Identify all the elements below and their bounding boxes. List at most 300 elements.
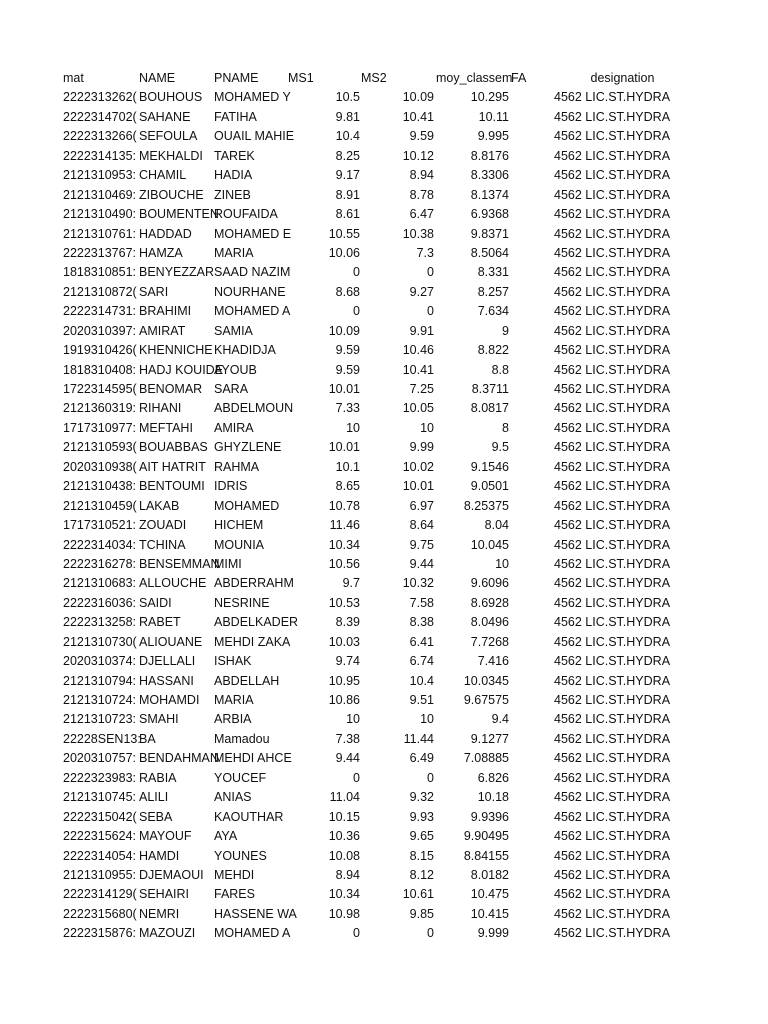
cell-moy-classement[interactable]: 9.999 bbox=[477, 926, 509, 941]
cell-name[interactable]: HAMDI bbox=[139, 848, 180, 863]
cell-name[interactable]: BOUABBAS bbox=[139, 440, 208, 455]
cell-ms2[interactable]: 8.78 bbox=[409, 187, 434, 202]
cell-pname[interactable]: MARIA bbox=[214, 245, 254, 260]
cell-mat[interactable]: 2222313767: bbox=[63, 245, 136, 260]
cell-moy-classement[interactable]: 8.5064 bbox=[470, 245, 509, 260]
cell-ms1[interactable]: 7.38 bbox=[335, 731, 360, 746]
cell-mat[interactable]: 2222315042( bbox=[63, 809, 137, 824]
cell-ms2[interactable]: 7.58 bbox=[409, 595, 434, 610]
cell-pname[interactable]: FATIHA bbox=[214, 109, 257, 124]
cell-mat[interactable]: 2222315876: bbox=[63, 926, 136, 941]
cell-pname[interactable]: SARA bbox=[214, 382, 249, 396]
cell-mat[interactable]: 2222314731: bbox=[63, 304, 136, 319]
cell-ms1[interactable]: 10.95 bbox=[328, 673, 360, 688]
cell-name[interactable]: DJEMAOUI bbox=[139, 867, 204, 882]
cell-name[interactable]: BENSEMMAN bbox=[139, 556, 220, 571]
cell-pname[interactable]: ZINEB bbox=[214, 187, 251, 202]
cell-ms2[interactable]: 9.27 bbox=[409, 284, 434, 299]
cell-mat[interactable]: 2222316036: bbox=[63, 595, 136, 610]
cell-fa-designation[interactable] bbox=[554, 905, 671, 924]
cell-ms2[interactable]: 10.41 bbox=[402, 362, 434, 377]
cell-moy-classement[interactable]: 8.84155 bbox=[463, 848, 509, 863]
cell-name[interactable]: MAZOUZI bbox=[139, 926, 196, 941]
cell-pname[interactable]: MOHAMED A bbox=[214, 304, 291, 319]
cell-pname[interactable]: MEHDI ZAKA bbox=[214, 634, 291, 649]
cell-ms2[interactable]: 9.75 bbox=[409, 537, 434, 552]
cell-mat[interactable]: 2222314129( bbox=[63, 887, 137, 902]
cell-ms1[interactable]: 10.06 bbox=[328, 245, 360, 260]
cell-mat[interactable]: 2121310955: bbox=[63, 867, 136, 882]
cell-ms2[interactable]: 6.41 bbox=[409, 634, 434, 649]
cell-ms2[interactable]: 10.01 bbox=[402, 479, 434, 494]
cell-moy-classement[interactable]: 8.331 bbox=[477, 265, 509, 280]
cell-fa-designation[interactable] bbox=[554, 885, 671, 904]
cell-fa-designation[interactable] bbox=[554, 691, 671, 710]
cell-mat[interactable]: 2121310490: bbox=[63, 207, 136, 222]
cell-name[interactable]: BOUHOUS bbox=[139, 90, 203, 105]
cell-fa-designation[interactable] bbox=[554, 749, 671, 768]
cell-moy-classement[interactable]: 8.25375 bbox=[463, 498, 509, 513]
cell-mat[interactable]: 2121310872( bbox=[63, 284, 137, 299]
cell-ms1[interactable]: 9.74 bbox=[335, 654, 360, 669]
cell-name[interactable]: BOUMENTEN bbox=[139, 207, 219, 222]
cell-moy-classement[interactable]: 10.18 bbox=[477, 790, 509, 805]
cell-mat[interactable]: 2121310459( bbox=[63, 498, 137, 513]
cell-fa-designation[interactable] bbox=[554, 147, 671, 166]
cell-mat[interactable]: 2121310953: bbox=[63, 168, 136, 183]
cell-name[interactable]: SAIDI bbox=[139, 595, 172, 610]
cell-name[interactable]: ALLOUCHE bbox=[139, 576, 207, 591]
cell-fa-designation[interactable] bbox=[554, 497, 671, 516]
cell-name[interactable]: DJELLALI bbox=[139, 654, 196, 669]
cell-name[interactable]: TCHINA bbox=[139, 537, 186, 552]
cell-pname[interactable]: AYA bbox=[214, 829, 238, 844]
cell-mat[interactable]: 2121310723: bbox=[63, 712, 136, 727]
cell-ms2[interactable]: 11.44 bbox=[403, 731, 434, 746]
cell-moy-classement[interactable]: 8.3711 bbox=[471, 382, 509, 396]
cell-fa-designation[interactable] bbox=[554, 166, 671, 185]
cell-name[interactable]: BENTOUMI bbox=[139, 479, 205, 494]
cell-moy-classement[interactable]: 9.1277 bbox=[470, 731, 509, 746]
cell-ms1[interactable]: 10 bbox=[346, 712, 360, 727]
cell-fa-designation[interactable] bbox=[554, 361, 671, 380]
cell-pname[interactable]: RAHMA bbox=[214, 459, 260, 474]
cell-mat[interactable]: 2222313266( bbox=[63, 129, 137, 144]
cell-mat[interactable]: 2121310469: bbox=[63, 187, 136, 202]
cell-ms2[interactable]: 6.49 bbox=[409, 751, 434, 766]
cell-moy-classement[interactable]: 7.416 bbox=[477, 654, 509, 669]
cell-mat[interactable]: 2020310374: bbox=[63, 654, 136, 669]
cell-moy-classement[interactable]: 8.04 bbox=[484, 518, 509, 533]
cell-fa-designation[interactable] bbox=[554, 730, 671, 749]
cell-mat[interactable]: 2121310761: bbox=[63, 226, 136, 241]
cell-pname[interactable]: ARBIA bbox=[214, 712, 252, 727]
cell-fa-designation[interactable] bbox=[554, 710, 671, 729]
cell-mat[interactable]: 1717310521: bbox=[63, 518, 136, 533]
cell-ms2[interactable]: 10 bbox=[420, 420, 434, 435]
cell-name[interactable]: BENDAHMAN bbox=[139, 751, 219, 766]
cell-fa-designation[interactable] bbox=[554, 108, 671, 127]
cell-pname[interactable]: SAMIA bbox=[214, 323, 253, 338]
cell-fa-designation[interactable] bbox=[554, 477, 671, 496]
cell-ms2[interactable]: 6.74 bbox=[409, 654, 434, 669]
cell-moy-classement[interactable]: 9.0501 bbox=[470, 479, 509, 494]
cell-pname[interactable]: ROUFAIDA bbox=[214, 207, 278, 222]
cell-ms2[interactable]: 10.61 bbox=[402, 887, 434, 902]
cell-ms2[interactable]: 10 bbox=[420, 712, 434, 727]
cell-pname[interactable]: ANIAS bbox=[214, 790, 252, 805]
cell-name[interactable]: SMAHI bbox=[139, 712, 179, 727]
cell-fa-designation[interactable] bbox=[554, 263, 671, 282]
cell-ms2[interactable]: 9.93 bbox=[409, 809, 434, 824]
cell-ms2[interactable]: 0 bbox=[427, 265, 434, 280]
cell-pname[interactable]: MIMI bbox=[214, 556, 242, 571]
cell-ms1[interactable]: 10.78 bbox=[328, 498, 360, 513]
cell-fa-designation[interactable] bbox=[554, 127, 671, 146]
header-designation[interactable]: designation bbox=[590, 71, 655, 85]
cell-ms2[interactable]: 9.32 bbox=[409, 790, 434, 805]
cell-mat[interactable]: 2222315680( bbox=[63, 906, 137, 921]
cell-fa-designation[interactable] bbox=[554, 633, 671, 652]
cell-mat[interactable]: 2121310794: bbox=[63, 673, 136, 688]
cell-ms2[interactable]: 10.32 bbox=[402, 576, 434, 591]
cell-ms2[interactable]: 10.02 bbox=[402, 459, 434, 474]
cell-mat[interactable]: 1722314595( bbox=[63, 382, 137, 396]
header-moy-classement[interactable]: moy_classem bbox=[436, 71, 513, 85]
cell-ms1[interactable]: 10.08 bbox=[328, 848, 360, 863]
cell-ms1[interactable]: 0 bbox=[353, 304, 360, 319]
cell-moy-classement[interactable]: 8.8 bbox=[491, 362, 509, 377]
cell-fa-designation[interactable] bbox=[554, 438, 671, 457]
cell-fa-designation[interactable] bbox=[554, 302, 671, 321]
cell-name[interactable]: HASSANI bbox=[139, 673, 194, 688]
cell-name[interactable]: MEKHALDI bbox=[139, 148, 203, 163]
cell-moy-classement[interactable]: 10 bbox=[495, 556, 509, 571]
cell-pname[interactable]: MOHAMED E bbox=[214, 226, 292, 241]
cell-ms1[interactable]: 0 bbox=[353, 926, 360, 941]
cell-moy-classement[interactable]: 8.1374 bbox=[470, 187, 509, 202]
cell-ms2[interactable]: 9.91 bbox=[409, 323, 434, 338]
cell-moy-classement[interactable]: 8.0817 bbox=[470, 401, 509, 416]
cell-mat[interactable]: 1818310851: bbox=[63, 265, 136, 280]
cell-ms1[interactable]: 10.5 bbox=[335, 90, 360, 105]
cell-ms2[interactable]: 8.15 bbox=[409, 848, 434, 863]
cell-mat[interactable]: 2222314135: bbox=[63, 148, 136, 163]
cell-fa-designation[interactable] bbox=[554, 205, 671, 224]
cell-fa-designation[interactable] bbox=[554, 88, 671, 107]
cell-moy-classement[interactable]: 7.634 bbox=[477, 304, 509, 319]
cell-pname[interactable]: OUAIL MAHIE bbox=[214, 129, 295, 144]
cell-pname[interactable]: HASSENE WA bbox=[214, 906, 297, 921]
cell-pname[interactable]: KAOUTHAR bbox=[214, 809, 284, 824]
cell-ms2[interactable]: 8.94 bbox=[409, 168, 434, 183]
header-fa[interactable]: FA bbox=[511, 71, 527, 85]
cell-fa-designation[interactable] bbox=[554, 652, 671, 671]
cell-name[interactable]: RABET bbox=[139, 615, 181, 630]
cell-name[interactable]: HAMZA bbox=[139, 245, 183, 260]
cell-pname[interactable]: MOUNIA bbox=[214, 537, 264, 552]
cell-mat[interactable]: 2121310438: bbox=[63, 479, 136, 494]
cell-pname[interactable]: AYOUB bbox=[214, 362, 257, 377]
header-ms2[interactable]: MS2 bbox=[361, 71, 387, 85]
cell-ms1[interactable]: 10.34 bbox=[328, 887, 360, 902]
cell-ms1[interactable]: 10.01 bbox=[328, 382, 360, 396]
cell-ms2[interactable]: 10.09 bbox=[402, 90, 434, 105]
cell-ms1[interactable]: 9.59 bbox=[335, 343, 360, 358]
cell-fa-designation[interactable] bbox=[554, 516, 671, 535]
cell-ms1[interactable]: 8.61 bbox=[335, 207, 360, 222]
cell-ms2[interactable]: 7.25 bbox=[409, 382, 434, 396]
cell-mat[interactable]: 2222313262( bbox=[63, 90, 137, 105]
cell-ms2[interactable]: 0 bbox=[427, 304, 434, 319]
cell-ms2[interactable]: 10.05 bbox=[402, 401, 434, 416]
header-name[interactable]: NAME bbox=[139, 71, 176, 85]
cell-moy-classement[interactable]: 8.3306 bbox=[470, 168, 509, 183]
cell-name[interactable]: HADDAD bbox=[139, 226, 192, 241]
cell-pname[interactable]: MEHDI bbox=[214, 867, 255, 882]
cell-fa-designation[interactable] bbox=[554, 827, 671, 846]
cell-moy-classement[interactable]: 10.415 bbox=[470, 906, 509, 921]
cell-ms2[interactable]: 9.65 bbox=[409, 829, 434, 844]
cell-pname[interactable]: HICHEM bbox=[214, 518, 264, 533]
cell-fa-designation[interactable] bbox=[554, 244, 671, 263]
cell-name[interactable]: SAHANE bbox=[139, 109, 191, 124]
cell-mat[interactable]: 1919310426( bbox=[63, 343, 137, 358]
cell-name[interactable]: ALIOUANE bbox=[139, 634, 203, 649]
cell-pname[interactable]: ABDELLAH bbox=[214, 673, 280, 688]
cell-name[interactable]: ZIBOUCHE bbox=[139, 187, 204, 202]
cell-mat[interactable]: 2121310683: bbox=[63, 576, 136, 591]
cell-fa-designation[interactable] bbox=[554, 924, 671, 943]
cell-name[interactable]: NEMRI bbox=[139, 906, 180, 921]
cell-ms1[interactable]: 9.44 bbox=[335, 751, 360, 766]
cell-moy-classement[interactable]: 9.9396 bbox=[470, 809, 509, 824]
cell-ms1[interactable]: 8.25 bbox=[335, 148, 360, 163]
cell-mat[interactable]: 2222314702( bbox=[63, 109, 137, 124]
cell-fa-designation[interactable] bbox=[554, 341, 671, 360]
cell-pname[interactable]: FARES bbox=[214, 887, 255, 902]
cell-mat[interactable]: 2121310724: bbox=[63, 693, 136, 707]
cell-pname[interactable]: ISHAK bbox=[214, 654, 252, 669]
cell-ms1[interactable]: 10.55 bbox=[328, 226, 360, 241]
cell-ms1[interactable]: 10.98 bbox=[328, 906, 360, 921]
cell-mat[interactable]: 2020310938( bbox=[63, 459, 137, 474]
cell-moy-classement[interactable]: 9.1546 bbox=[470, 459, 509, 474]
cell-mat[interactable]: 1717310977: bbox=[63, 420, 136, 435]
cell-ms2[interactable]: 10.4 bbox=[409, 673, 434, 688]
cell-fa-designation[interactable] bbox=[554, 866, 671, 885]
cell-name[interactable]: SEHAIRI bbox=[139, 887, 190, 902]
header-pname[interactable]: PNAME bbox=[214, 71, 259, 85]
cell-mat[interactable]: 2222314054: bbox=[63, 848, 136, 863]
cell-pname[interactable]: YOUNES bbox=[214, 848, 267, 863]
cell-pname[interactable]: GHYZLENE bbox=[214, 440, 282, 455]
cell-pname[interactable]: NOURHANE bbox=[214, 284, 286, 299]
cell-name[interactable]: CHAMIL bbox=[139, 168, 187, 183]
cell-pname[interactable]: IDRIS bbox=[214, 479, 248, 494]
cell-moy-classement[interactable]: 9.5 bbox=[491, 440, 509, 455]
cell-ms2[interactable]: 9.59 bbox=[409, 129, 434, 144]
cell-moy-classement[interactable]: 8.0182 bbox=[470, 867, 509, 882]
cell-ms1[interactable]: 10.15 bbox=[328, 809, 360, 824]
cell-name[interactable]: KHENNICHE bbox=[139, 343, 213, 358]
cell-name[interactable]: MOHAMDI bbox=[139, 693, 200, 707]
cell-ms2[interactable]: 10.38 bbox=[402, 226, 434, 241]
cell-fa-designation[interactable] bbox=[554, 788, 671, 807]
cell-fa-designation[interactable] bbox=[554, 225, 671, 244]
cell-ms1[interactable]: 9.17 bbox=[335, 168, 360, 183]
cell-mat[interactable]: 1818310408: bbox=[63, 362, 136, 377]
cell-name[interactable]: AMIRAT bbox=[139, 323, 186, 338]
cell-ms1[interactable]: 10.36 bbox=[328, 829, 360, 844]
cell-moy-classement[interactable]: 9.67575 bbox=[463, 693, 509, 707]
header-ms1[interactable]: MS1 bbox=[288, 71, 314, 85]
cell-mat[interactable]: 22228SEN13: bbox=[63, 731, 141, 746]
cell-ms1[interactable]: 8.39 bbox=[335, 615, 360, 630]
cell-ms1[interactable]: 10.53 bbox=[328, 595, 360, 610]
cell-moy-classement[interactable]: 6.9368 bbox=[470, 207, 509, 222]
cell-moy-classement[interactable]: 10.045 bbox=[470, 537, 509, 552]
cell-name[interactable]: BENOMAR bbox=[139, 382, 203, 396]
cell-fa-designation[interactable] bbox=[554, 536, 671, 555]
cell-fa-designation[interactable] bbox=[554, 847, 671, 866]
cell-moy-classement[interactable]: 7.08885 bbox=[463, 751, 509, 766]
cell-pname[interactable]: ABDELMOUN bbox=[214, 401, 294, 416]
cell-name[interactable]: BA bbox=[139, 731, 156, 746]
cell-name[interactable]: SARI bbox=[139, 284, 169, 299]
cell-ms1[interactable]: 10.86 bbox=[328, 693, 360, 707]
cell-pname[interactable]: AMIRA bbox=[214, 420, 254, 435]
cell-mat[interactable]: 2222316278: bbox=[63, 556, 136, 571]
cell-mat[interactable]: 2020310397: bbox=[63, 323, 136, 338]
cell-fa-designation[interactable] bbox=[554, 186, 671, 205]
cell-pname[interactable]: YOUCEF bbox=[214, 770, 267, 785]
cell-ms1[interactable]: 0 bbox=[353, 770, 360, 785]
cell-pname[interactable]: MOHAMED A bbox=[214, 926, 291, 941]
cell-ms1[interactable]: 7.33 bbox=[335, 401, 360, 416]
cell-ms1[interactable]: 8.91 bbox=[335, 187, 360, 202]
cell-fa-designation[interactable] bbox=[554, 399, 671, 418]
cell-pname[interactable]: Mamadou bbox=[214, 731, 270, 746]
cell-pname[interactable]: HADIA bbox=[214, 168, 253, 183]
cell-ms1[interactable]: 11.04 bbox=[329, 790, 360, 805]
cell-ms1[interactable]: 10.09 bbox=[328, 323, 360, 338]
cell-name[interactable]: RIHANI bbox=[139, 401, 182, 416]
cell-ms1[interactable]: 8.68 bbox=[335, 284, 360, 299]
cell-ms2[interactable]: 8.64 bbox=[409, 518, 434, 533]
cell-moy-classement[interactable]: 8.0496 bbox=[470, 615, 509, 630]
cell-mat[interactable]: 2020310757: bbox=[63, 751, 136, 766]
cell-pname[interactable]: MOHAMED Y bbox=[214, 90, 291, 105]
cell-name[interactable]: MAYOUF bbox=[139, 829, 192, 844]
cell-mat[interactable]: 2222315624: bbox=[63, 829, 136, 844]
cell-fa-designation[interactable] bbox=[554, 672, 671, 691]
cell-ms2[interactable]: 9.51 bbox=[409, 693, 434, 707]
cell-ms1[interactable]: 9.59 bbox=[335, 362, 360, 377]
cell-pname[interactable]: ABDELKADER bbox=[214, 615, 299, 630]
cell-moy-classement[interactable]: 9.8371 bbox=[470, 226, 509, 241]
cell-ms1[interactable]: 10 bbox=[346, 420, 360, 435]
cell-ms1[interactable]: 10.03 bbox=[328, 634, 360, 649]
cell-name[interactable]: BENYEZZAR bbox=[139, 265, 215, 280]
cell-name[interactable]: HADJ KOUIDE bbox=[139, 362, 224, 377]
cell-name[interactable]: ALILI bbox=[139, 790, 169, 805]
cell-fa-designation[interactable] bbox=[554, 613, 671, 632]
cell-name[interactable]: LAKAB bbox=[139, 498, 180, 513]
cell-ms1[interactable]: 8.65 bbox=[335, 479, 360, 494]
cell-mat[interactable]: 2121310730( bbox=[63, 634, 137, 649]
cell-ms2[interactable]: 9.99 bbox=[409, 440, 434, 455]
cell-ms2[interactable]: 0 bbox=[427, 926, 434, 941]
cell-moy-classement[interactable]: 9 bbox=[502, 323, 509, 338]
cell-fa-designation[interactable] bbox=[554, 769, 671, 788]
cell-ms1[interactable]: 10.01 bbox=[328, 440, 360, 455]
cell-moy-classement[interactable]: 9.90495 bbox=[463, 829, 509, 844]
cell-ms1[interactable]: 10.4 bbox=[335, 129, 360, 144]
cell-ms2[interactable]: 9.44 bbox=[409, 556, 434, 571]
cell-fa-designation[interactable] bbox=[554, 380, 671, 399]
cell-pname[interactable]: SAAD NAZIM bbox=[214, 265, 291, 280]
cell-moy-classement[interactable]: 8.257 bbox=[477, 284, 509, 299]
cell-moy-classement[interactable]: 9.6096 bbox=[470, 576, 509, 591]
cell-mat[interactable]: 2121310745: bbox=[63, 790, 136, 805]
cell-moy-classement[interactable]: 8 bbox=[502, 420, 509, 435]
cell-ms1[interactable]: 11.46 bbox=[329, 518, 360, 533]
cell-pname[interactable]: NESRINE bbox=[214, 595, 270, 610]
header-mat[interactable]: mat bbox=[63, 71, 84, 85]
cell-fa-designation[interactable] bbox=[554, 322, 671, 341]
cell-ms1[interactable]: 10.1 bbox=[335, 459, 360, 474]
cell-mat[interactable]: 2222323983: bbox=[63, 770, 136, 785]
cell-ms1[interactable]: 9.7 bbox=[342, 576, 360, 591]
cell-pname[interactable]: TAREK bbox=[214, 148, 255, 163]
cell-fa-designation[interactable] bbox=[554, 283, 671, 302]
cell-moy-classement[interactable]: 10.295 bbox=[470, 90, 509, 105]
cell-ms2[interactable]: 7.3 bbox=[416, 245, 434, 260]
cell-mat[interactable]: 2121310593( bbox=[63, 440, 137, 455]
cell-fa-designation[interactable] bbox=[554, 555, 671, 574]
cell-name[interactable]: MEFTAHI bbox=[139, 420, 193, 435]
cell-moy-classement[interactable]: 9.4 bbox=[491, 712, 509, 727]
cell-pname[interactable]: ABDERRAHM bbox=[214, 576, 294, 591]
cell-moy-classement[interactable]: 10.0345 bbox=[463, 673, 509, 688]
cell-ms1[interactable]: 10.34 bbox=[328, 537, 360, 552]
cell-name[interactable]: SEBA bbox=[139, 809, 173, 824]
cell-ms2[interactable]: 6.47 bbox=[409, 207, 434, 222]
cell-pname[interactable]: KHADIDJA bbox=[214, 343, 276, 358]
cell-ms1[interactable]: 10.56 bbox=[328, 556, 360, 571]
cell-name[interactable]: ZOUADI bbox=[139, 518, 187, 533]
cell-moy-classement[interactable]: 7.7268 bbox=[470, 634, 509, 649]
cell-moy-classement[interactable]: 9.995 bbox=[477, 129, 509, 144]
cell-ms2[interactable]: 10.12 bbox=[402, 148, 434, 163]
cell-ms1[interactable]: 8.94 bbox=[335, 867, 360, 882]
cell-name[interactable]: SEFOULA bbox=[139, 129, 198, 144]
cell-fa-designation[interactable] bbox=[554, 574, 671, 593]
cell-fa-designation[interactable] bbox=[554, 594, 671, 613]
cell-moy-classement[interactable]: 10.11 bbox=[478, 109, 509, 124]
cell-pname[interactable]: MOHAMED bbox=[214, 498, 280, 513]
cell-ms2[interactable]: 0 bbox=[427, 770, 434, 785]
cell-moy-classement[interactable]: 8.6928 bbox=[470, 595, 509, 610]
cell-moy-classement[interactable]: 10.475 bbox=[470, 887, 509, 902]
cell-name[interactable]: RABIA bbox=[139, 770, 177, 785]
cell-moy-classement[interactable]: 8.8176 bbox=[470, 148, 509, 163]
cell-fa-designation[interactable] bbox=[554, 808, 671, 827]
cell-mat[interactable]: 2222314034: bbox=[63, 537, 136, 552]
cell-fa-designation[interactable] bbox=[554, 458, 671, 477]
cell-ms2[interactable]: 6.97 bbox=[409, 498, 434, 513]
